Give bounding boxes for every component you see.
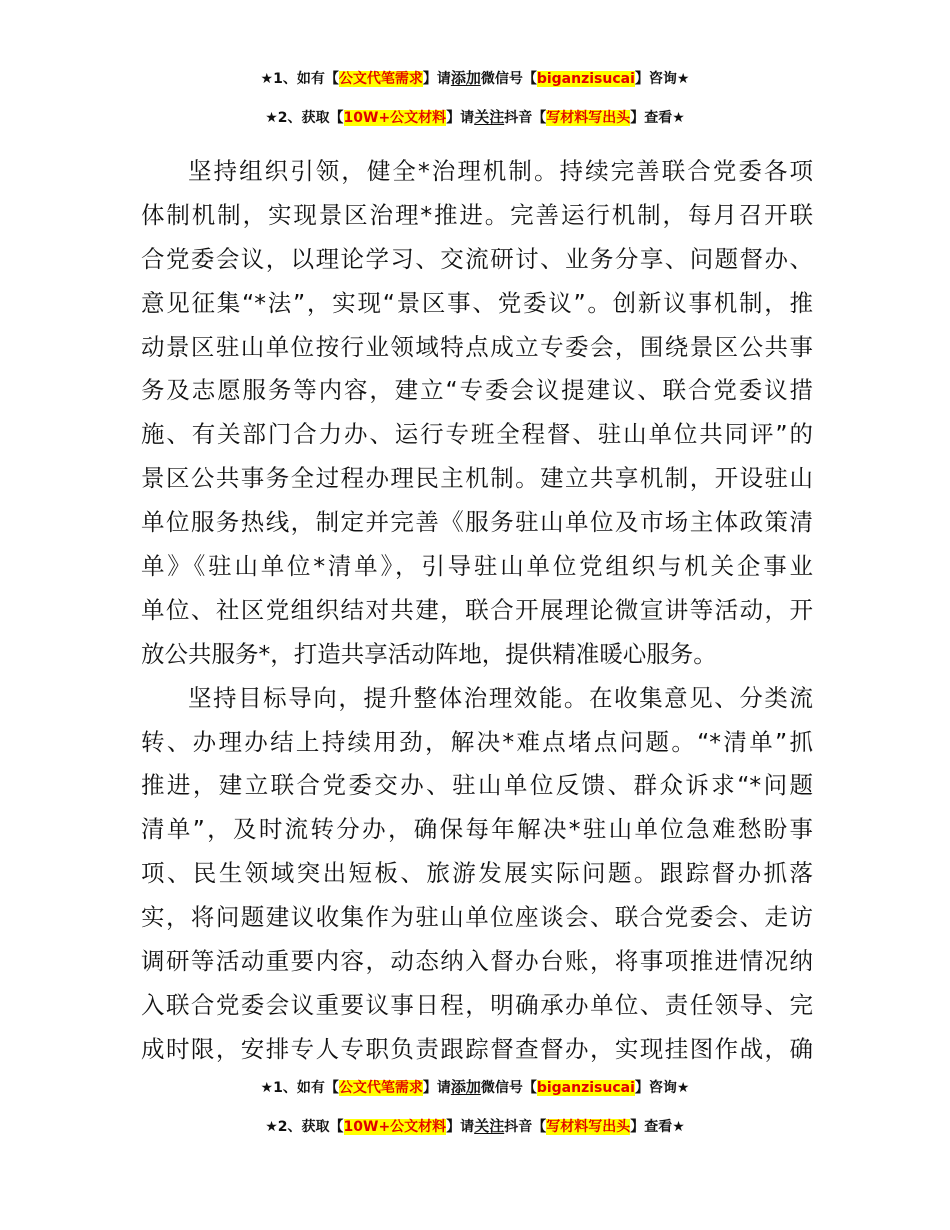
text-line: 单位服务热线，制定并完善《服务驻山单位及市场主体政策清 [141, 508, 813, 537]
banner-highlight: 写材料写出头 [546, 1119, 631, 1135]
header-banner-line-1 [0, 67, 950, 90]
banner-highlight: 10W+公文材料 [343, 1119, 447, 1135]
text-line: 坚持组织引领，健全*治理机制。持续完善联合党委各项 [188, 157, 813, 185]
paragraph-1 [141, 150, 813, 677]
banner-highlight: biganzisucai [536, 71, 635, 87]
banner-text: ★1、如有【 [260, 71, 339, 87]
text-line: 入联合党委会议重要议事日程，明确承办单位、责任领导、完 [141, 990, 813, 1019]
text-line: 调研等活动重要内容，动态纳入督办台账，将事项推进情况纳 [141, 947, 813, 976]
banner-underline: 关注 [474, 108, 505, 126]
footer-banner-line-2 [0, 1115, 950, 1138]
text-line: 推进，建立联合党委交办、驻山单位反馈、群众诉求“*问题 [141, 771, 813, 800]
text-line: 动景区驻山单位按行业领域特点成立专委会，围绕景区公共事 [141, 332, 813, 361]
banner-text: 微信号【 [480, 1080, 537, 1096]
header-banner-line-2 [0, 106, 950, 129]
text-line: 项、民生领域突出短板、旅游发展实际问题。跟踪督办抓落 [141, 859, 813, 888]
banner-text: ★2、获取【 [265, 1119, 344, 1135]
banner-text: 】查看★ [630, 110, 685, 126]
banner-text: 】请 [422, 71, 451, 87]
banner-text: 】请 [446, 1119, 475, 1135]
text-line: 转、办理办结上持续用劲，解决*难点堵点问题。“*清单”抓 [141, 727, 813, 756]
text-line: 放公共服务*，打造共享活动阵地，提供精准暖心服务。 [141, 639, 717, 668]
text-line: 坚持目标导向，提升整体治理效能。在收集意见、分类流 [188, 683, 813, 712]
banner-text: 】查看★ [630, 1119, 685, 1135]
banner-text: 】请 [422, 1080, 451, 1096]
text-line: 单位、社区党组织结对共建，联合开展理论微宣讲等活动，开 [141, 595, 813, 624]
banner-underline: 添加 [450, 1078, 481, 1096]
text-line: 实，将问题建议收集作为驻山单位座谈会、联合党委会、走访 [141, 903, 813, 932]
text-line: 景区公共事务全过程办理民主机制。建立共享机制，开设驻山 [141, 464, 813, 493]
banner-text: ★2、获取【 [265, 110, 344, 126]
banner-highlight: 公文代笔需求 [338, 71, 423, 87]
banner-highlight: 写材料写出头 [546, 110, 631, 126]
banner-text: ★1、如有【 [260, 1080, 339, 1096]
banner-text: 微信号【 [480, 71, 537, 87]
banner-text: 】咨询★ [634, 71, 690, 87]
text-line: 务及志愿服务等内容，建立“专委会议提建议、联合党委议措 [141, 376, 813, 405]
text-line: 体制机制，实现景区治理*推进。完善运行机制，每月召开联 [141, 200, 813, 229]
footer-banner-line-1 [0, 1076, 950, 1099]
text-line: 成时限，安排专人专职负责跟踪督查督办，实现挂图作战，确 [141, 1034, 813, 1063]
text-line: 清单”，及时流转分办，确保每年解决*驻山单位急难愁盼事 [141, 815, 813, 844]
document-body [141, 150, 813, 1072]
banner-underline: 关注 [474, 1117, 505, 1135]
text-line: 意见征集“*法”，实现“景区事、党委议”。创新议事机制，推 [141, 288, 813, 317]
banner-underline: 添加 [450, 69, 481, 87]
text-line: 合党委会议，以理论学习、交流研讨、业务分享、问题督办、 [141, 244, 813, 273]
text-line: 单》《驻山单位*清单》，引导驻山单位党组织与机关企事业 [141, 552, 813, 581]
banner-text: 抖音【 [504, 110, 547, 126]
banner-highlight: 10W+公文材料 [343, 110, 447, 126]
banner-text: 抖音【 [504, 1119, 547, 1135]
paragraph-2 [141, 677, 813, 1072]
banner-text: 】请 [446, 110, 475, 126]
banner-highlight: biganzisucai [536, 1080, 635, 1096]
banner-highlight: 公文代笔需求 [338, 1080, 423, 1096]
banner-text: 】咨询★ [634, 1080, 690, 1096]
text-line: 施、有关部门合力办、运行专班全程督、驻山单位共同评”的 [141, 420, 813, 449]
